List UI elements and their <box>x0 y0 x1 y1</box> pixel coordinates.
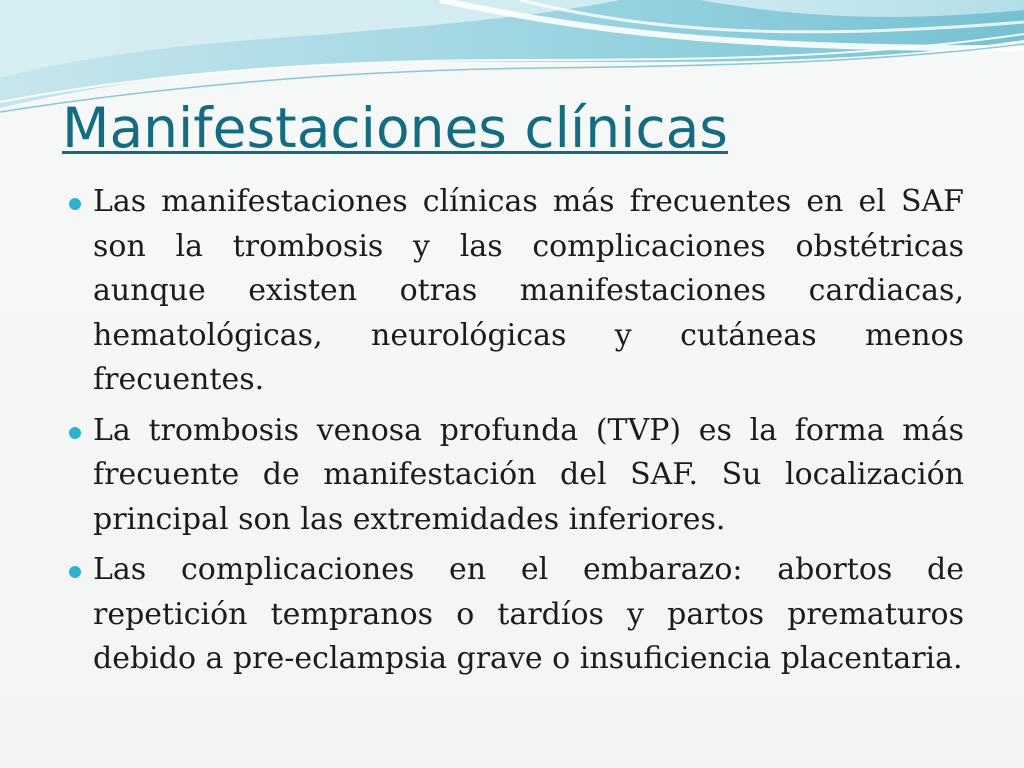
bullet-dot-icon <box>69 198 81 210</box>
bullet-text: Las manifestaciones clínicas más frecuentes en el SAF son la trombosis y las complicaciones obstétricas aunque existen otras manifestaciones cardiacas, hematológicas, neurológicas y cutáneas menos frecuentes. <box>93 184 964 397</box>
bullet-item <box>64 180 964 403</box>
bullet-text: Las complicaciones en el embarazo: abortos de repetición tempranos o tardíos y partos prematuros debido a pre-eclampsia grave o insuficiencia placentaria. <box>93 552 964 676</box>
bullet-dot-icon <box>69 566 81 578</box>
slide-title: Manifestaciones clínicas <box>62 96 728 160</box>
bullet-item <box>64 548 964 682</box>
bullet-dot-icon <box>69 427 81 439</box>
bullet-text: La trombosis venosa profunda (TVP) es la forma más frecuente de manifestación del SAF. Su localización principal son las extremidades inferiores. <box>93 412 964 537</box>
bullet-item <box>64 409 964 543</box>
bullet-list <box>64 180 964 688</box>
